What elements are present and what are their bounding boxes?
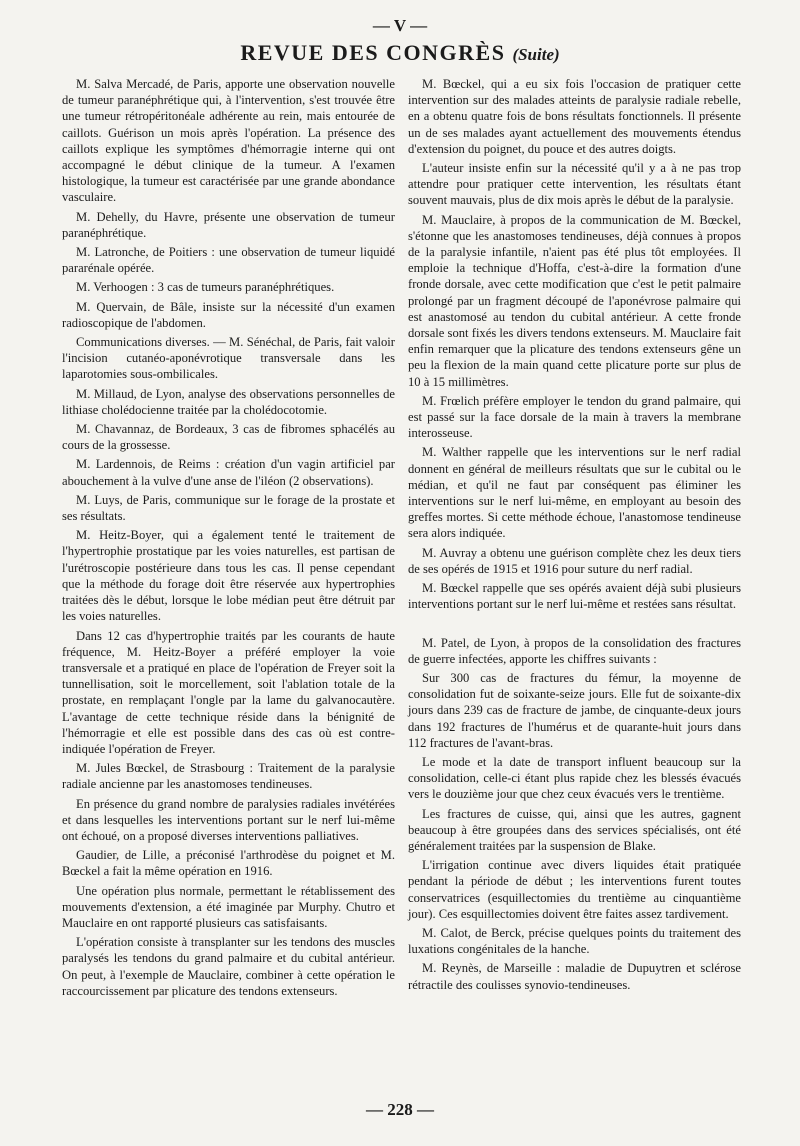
right-column (408, 76, 741, 996)
paragraph: M. Verhoogen : 3 cas de tumeurs paranéphrétiques. (76, 280, 335, 295)
paragraph: Une opération plus normale, permettant le rétablissement des mouvements d'extension, a été imaginée par Murphy. Chutro et Mauclaire en ont rapporté plusieurs cas satisfaisants. (62, 883, 395, 930)
paragraph: M. Mauclaire, à propos de la communication de M. Bœckel, s'étonne que les anastomoses tendineuses, déjà connues à propos de la paralysie infantile, n'aient pas été plus tôt employées. Il emploie la technique d'Hoffa, c'est-à-dire la formation d'une fronde dorsale, avec cette modification que c'est le petit palmaire prolongé par un fragment découpé de l'aponévrose palmaire qui est anastomosé au tendon du cubital antérieur. A cette fronde dorsale sont fixés les divers tendons extenseurs. M. Mauclaire fait enfin remarquer que la plicature des tendons extenseurs gêne un peu la flexion de la main quand cette plicature porte sur plus de 10 à 15 millimètres. (408, 212, 741, 389)
paragraph: M. Dehelly, du Havre, présente une observation de tumeur paranéphrétique. (62, 209, 395, 240)
paragraph: M. Bœckel, qui a eu six fois l'occasion de pratiquer cette intervention sur des malades atteints de paralysie radiale rebelle, en a obtenu quatre fois de bons résultats fonctionnels. Il présente un de ses malades ayant actuellement des mouvements étendus d'extension du poignet, du pouce et des autres doigts. (408, 77, 741, 156)
paragraph: M. Latronche, de Poitiers : une observation de tumeur liquidé pararénale opérée. (62, 245, 395, 276)
paragraph: Communications diverses. — M. Sénéchal, de Paris, fait valoir l'incision cutanéo-aponévrotique transversale dans les laparotomies sous-ombilicales. (62, 335, 395, 382)
title-suite: (Suite) (512, 45, 560, 64)
paragraph: M. Millaud, de Lyon, analyse des observations personnelles de lithiase cholédocienne traitée par la cholédocotomie. (62, 386, 395, 417)
paragraph: L'opération consiste à transplanter sur les tendons des muscles paralysés les tendons du grand palmaire et du cubital antérieur. On peut, à l'exemple de Mauclaire, combiner à cette opération le raccourcissement par plicature des tendons extenseurs. (62, 935, 395, 998)
paragraph: Le mode et la date de transport influent beaucoup sur la consolidation, celle-ci étant plus rapide chez les blessés évacués vers le douzième jour que chez ceux évacués vers le trentième. (408, 754, 741, 802)
paragraph: M. Patel, de Lyon, à propos de la consolidation des fractures de guerre infectées, apporte les chiffres suivants : (408, 635, 741, 666)
paragraph: M. Heitz-Boyer, qui a également tenté le traitement de l'hypertrophie prostatique par les voies naturelles, est partisan de l'urétroscopie postérieure dans tous les cas. Il pense cependant que la méthode du forage doit être réservée aux hypertrophies traitées dès le début, lorsque le lobe médian peut être détruit par les voies naturelles. (62, 528, 395, 624)
paragraph: Sur 300 cas de fractures du fémur, la moyenne de consolidation fut de soixante-seize jours. Elle fut de soixante-dix jours dans 239 cas de fracture de jambe, de cinquante-deux jours dans 192 fractures de l'humérus et de quarante-huit jours dans 112 fractures de l'avant-bras. (408, 670, 741, 750)
paragraph: Dans 12 cas d'hypertrophie traités par les courants de haute fréquence, M. Heitz-Boyer a préféré employer la voie transversale et a pratiqué en place de l'opération de Freyer soit la tunnellisation, soit le morcellement, soit l'ablation totale de la prostate, en remplaçant l'ongle par la lame du galvanocautère. L'avantage de cette technique réside dans la bénignité de l'hémorragie et elle est possible dans des cas où est contre-indiquée l'opération de Freyer. (62, 628, 395, 756)
paragraph: Gaudier, de Lille, a préconisé l'arthrodèse du poignet et M. Bœckel a fait la même opération en 1916. (62, 848, 395, 879)
paragraph: M. Jules Bœckel, de Strasbourg : Traitement de la paralysie radiale ancienne par les anastomoses tendineuses. (62, 761, 395, 792)
paragraph: L'irrigation continue avec divers liquides était pratiquée pendant la période de début ; les interventions furent toutes conservatrices (esquillectomies du trentième au cinquantième jour). Ces esquillectomies doivent être faites assez tardivement. (408, 858, 741, 921)
paragraph: M. Bœckel rappelle que ses opérés avaient déjà subi plusieurs interventions portant sur le nerf lui-même et restées sans résultat. (408, 581, 741, 612)
paragraph: M. Quervain, de Bâle, insiste sur la nécessité d'un examen radioscopique de l'abdomen. (62, 299, 395, 330)
page-title (0, 40, 800, 66)
page-number: — 228 — (366, 1100, 434, 1119)
paragraph: En présence du grand nombre de paralysies radiales invétérées et dans lesquelles les interventions portant sur le nerf lui-même ont échoué, on a proposé diverses interventions palliatives. (62, 796, 395, 843)
paragraph: M. Walther rappelle que les interventions sur le nerf radial donnent en général de meilleurs résultats que sur le cubital ou le médian, et qu'il ne faut par conséquent pas éliminer les interventions sur le nerf lui-même, en employant au besoin des greffes mortes. Si cette méthode échoue, l'anastomose tendineuse sera alors indiquée. (408, 445, 741, 541)
paragraph: M. Frœlich préfère employer le tendon du grand palmaire, qui est passé sur la face dorsale de la main à travers la membrane interosseuse. (408, 393, 741, 441)
title-main: REVUE DES CONGRÈS (240, 40, 506, 65)
paragraph: M. Auvray a obtenu une guérison complète chez les deux tiers de ses opérés de 1915 et 1916 pour suture du nerf radial. (408, 545, 741, 576)
paragraph: Les fractures de cuisse, qui, ainsi que les autres, gagnent beaucoup à être groupées dans des services spécialisés, ont été généralement traitées par la suspension de Blake. (408, 806, 741, 853)
paragraph: L'auteur insiste enfin sur la nécessité qu'il y a à ne pas trop attendre pour pratiquer cette intervention, les résultats étant souvent mauvais, plus de dix mois après le début de la paralysie. (408, 161, 741, 208)
paragraph: M. Salva Mercadé, de Paris, apporte une observation nouvelle de tumeur paranéphrétique qui, à l'intervention, s'est trouvée être une tumeur rétropéritonéale adhérente au rein, mais entourée de caillots. Guérison un mois après l'opération. La présence des caillots explique les symptômes d'hémorragie interne qui ont accompagné le début clinique de la tumeur. A l'examen histologique, la tumeur est caractérisée par une grande abondance vasculaire. (62, 77, 395, 205)
paragraph: M. Luys, de Paris, communique sur le forage de la prostate et ses résultats. (62, 492, 395, 524)
paragraph: M. Calot, de Berck, précise quelques points du traitement des luxations congénitales de la hanche. (408, 925, 741, 957)
left-column (62, 76, 395, 1002)
page-folio: — V — (372, 16, 428, 35)
paragraph: M. Lardennois, de Reims : création d'un vagin artificiel par abouchement à la vulve d'une anse de l'iléon (2 observations). (62, 457, 395, 488)
paragraph: M. Chavannaz, de Bordeaux, 3 cas de fibromes sphacélés au cours de la grossesse. (62, 422, 395, 453)
paragraph: M. Reynès, de Marseille : maladie de Dupuytren et sclérose rétractile des coulisses synovio-tendineuses. (408, 961, 741, 992)
